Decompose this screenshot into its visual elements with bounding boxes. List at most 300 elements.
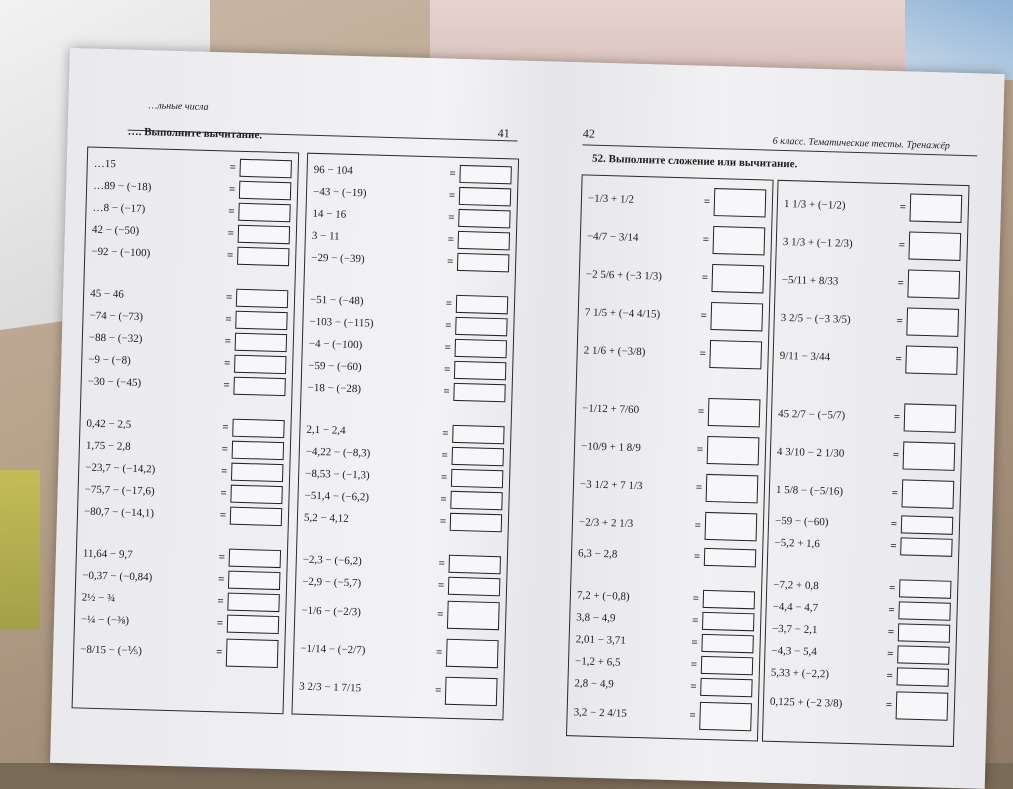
exercise-row bbox=[575, 651, 753, 676]
answer-box[interactable] bbox=[906, 307, 959, 336]
equals-sign: = bbox=[701, 271, 709, 284]
exercise-row bbox=[81, 610, 279, 636]
exercise-row bbox=[309, 312, 507, 338]
exercise-expression: −5,2 + 1,6 bbox=[774, 536, 821, 551]
answer-box[interactable] bbox=[904, 403, 957, 432]
right-column-2 bbox=[762, 180, 970, 747]
answer-box[interactable] bbox=[909, 194, 962, 223]
exercise-expression: −80,7 − (−14,1) bbox=[83, 505, 155, 520]
answer-box[interactable] bbox=[707, 436, 760, 465]
answer-box[interactable] bbox=[227, 615, 279, 634]
exercise-row bbox=[578, 543, 756, 568]
answer-box[interactable] bbox=[903, 441, 956, 470]
equals-sign: = bbox=[699, 347, 707, 360]
exercise-row bbox=[775, 473, 954, 512]
exercise-row bbox=[583, 333, 762, 372]
exercise-row bbox=[80, 632, 279, 672]
answer-box[interactable] bbox=[699, 702, 752, 731]
answer-box[interactable] bbox=[705, 512, 758, 541]
equals-sign: = bbox=[445, 319, 452, 332]
equals-sign: = bbox=[700, 309, 708, 322]
exercise-expression: −¼ − (−⅜) bbox=[80, 613, 130, 627]
exercise-expression: 45 2/7 − (−5/7) bbox=[777, 407, 846, 422]
equals-sign: = bbox=[890, 518, 898, 531]
answer-box[interactable] bbox=[445, 677, 498, 706]
equals-sign: = bbox=[443, 363, 451, 376]
exercise-row bbox=[305, 464, 503, 490]
exercise-row bbox=[575, 629, 753, 654]
exercise-expression: 5,33 + (−2,2) bbox=[770, 666, 830, 681]
exercise-row bbox=[782, 225, 961, 264]
answer-box[interactable] bbox=[231, 463, 283, 482]
equals-sign: = bbox=[434, 684, 442, 697]
background-yellow-object bbox=[0, 470, 40, 630]
workbook-spread bbox=[50, 48, 1005, 789]
equals-sign: = bbox=[694, 519, 702, 532]
exercise-expression: −0,37 − (−0,84) bbox=[82, 569, 153, 584]
equals-sign: = bbox=[893, 411, 901, 424]
exercise-expression: 7,2 + (−0,8) bbox=[576, 589, 630, 603]
exercise-row bbox=[306, 420, 504, 446]
equals-sign: = bbox=[437, 608, 444, 621]
exercise-row bbox=[313, 160, 511, 186]
exercise-row bbox=[92, 220, 290, 246]
answer-box[interactable] bbox=[238, 203, 290, 222]
exercise-expression: −8,53 − (−1,3) bbox=[305, 467, 370, 482]
exercise-expression: −4/7 − 3/14 bbox=[586, 230, 639, 244]
equals-sign: = bbox=[447, 233, 455, 246]
answer-box[interactable] bbox=[232, 441, 284, 460]
right-column-1 bbox=[566, 174, 774, 741]
exercise-expression: 2 1/6 + (−3/8) bbox=[583, 344, 646, 359]
equals-sign: = bbox=[220, 465, 228, 478]
exercise-expression: 2½ − ¾ bbox=[81, 591, 116, 605]
exercise-row bbox=[93, 176, 291, 202]
exercise-row bbox=[88, 350, 286, 376]
exercise-row bbox=[82, 566, 280, 592]
answer-box[interactable] bbox=[237, 247, 289, 266]
answer-box[interactable] bbox=[239, 159, 291, 178]
exercise-row bbox=[308, 356, 506, 382]
left-section-header: …льные числа bbox=[148, 100, 209, 113]
equals-sign: = bbox=[222, 421, 229, 434]
right-page bbox=[573, 122, 993, 722]
exercise-row bbox=[83, 544, 281, 570]
exercise-expression: −92 − (−100) bbox=[91, 245, 151, 260]
exercise-row bbox=[307, 378, 505, 404]
equals-sign: = bbox=[224, 335, 232, 348]
exercise-row bbox=[92, 198, 290, 224]
equals-sign: = bbox=[227, 227, 235, 240]
exercise-expression: 1 1/3 + (−1/2) bbox=[783, 197, 846, 212]
answer-box[interactable] bbox=[703, 590, 755, 609]
exercise-expression: 11,64 − 9,7 bbox=[82, 547, 133, 561]
exercise-expression: 45 − 46 bbox=[89, 287, 125, 301]
exercise-expression: −29 − (−39) bbox=[311, 251, 365, 266]
exercise-row bbox=[778, 397, 957, 436]
left-column-2 bbox=[291, 153, 519, 721]
answer-box[interactable] bbox=[458, 231, 510, 250]
answer-box[interactable] bbox=[235, 333, 287, 352]
exercise-row bbox=[89, 306, 287, 332]
exercise-expression: −1/14 − (−2/7) bbox=[300, 642, 366, 657]
exercise-expression: 1 5/8 − (−5/16) bbox=[775, 483, 844, 498]
exercise-expression: −8/15 − (−⅕) bbox=[80, 643, 143, 657]
answer-box[interactable] bbox=[708, 398, 761, 427]
equals-sign: = bbox=[443, 385, 450, 398]
answer-box[interactable] bbox=[898, 623, 950, 642]
answer-box[interactable] bbox=[701, 634, 753, 653]
answer-box[interactable] bbox=[901, 515, 953, 534]
exercise-row bbox=[588, 182, 767, 221]
equals-sign: = bbox=[223, 379, 230, 392]
exercise-expression: −2 5/6 + (−3 1/3) bbox=[585, 268, 663, 283]
exercise-row bbox=[312, 204, 510, 230]
answer-box[interactable] bbox=[455, 317, 507, 336]
equals-sign: = bbox=[691, 636, 698, 649]
equals-sign: = bbox=[703, 195, 711, 208]
answer-box[interactable] bbox=[451, 469, 503, 488]
equals-sign: = bbox=[216, 617, 224, 630]
answer-box[interactable] bbox=[459, 187, 511, 206]
equals-sign: = bbox=[448, 211, 455, 224]
exercise-expression: −59 − (−60) bbox=[308, 359, 362, 374]
answer-box[interactable] bbox=[227, 593, 279, 612]
equals-sign: = bbox=[693, 550, 701, 563]
exercise-expression: 3 1/3 + (−1 2/3) bbox=[782, 235, 853, 250]
equals-sign: = bbox=[225, 291, 233, 304]
exercise-expression: −51,4 − (−6,2) bbox=[304, 489, 370, 504]
exercise-row bbox=[772, 597, 950, 622]
exercise-row bbox=[304, 486, 502, 512]
exercise-expression: −4,4 − 4,7 bbox=[772, 600, 819, 615]
exercise-expression: −43 − (−19) bbox=[312, 185, 367, 200]
answer-box[interactable] bbox=[896, 691, 949, 720]
exercise-expression: 14 − 16 bbox=[312, 207, 347, 221]
exercise-expression: −88 − (−32) bbox=[88, 331, 143, 346]
answer-box[interactable] bbox=[701, 656, 753, 675]
answer-box[interactable] bbox=[459, 165, 511, 184]
equals-sign: = bbox=[697, 405, 705, 418]
equals-sign: = bbox=[690, 658, 698, 671]
equals-sign: = bbox=[702, 233, 710, 246]
answer-box[interactable] bbox=[458, 209, 510, 228]
answer-box[interactable] bbox=[230, 507, 282, 526]
answer-box[interactable] bbox=[702, 612, 754, 631]
equals-sign: = bbox=[692, 592, 700, 605]
answer-box[interactable] bbox=[448, 577, 500, 596]
exercise-expression: 5,2 − 4,12 bbox=[303, 511, 349, 525]
exercise-expression: −30 − (−45) bbox=[87, 375, 142, 390]
exercise-row bbox=[86, 414, 284, 440]
exercise-expression: −3 1/2 + 7 1/3 bbox=[579, 478, 643, 493]
equals-sign: = bbox=[441, 449, 449, 462]
exercise-row bbox=[310, 290, 508, 316]
exercise-row bbox=[313, 182, 511, 208]
exercise-row bbox=[312, 226, 510, 252]
answer-box[interactable] bbox=[234, 355, 286, 374]
answer-box[interactable] bbox=[235, 311, 287, 330]
equals-sign: = bbox=[892, 449, 900, 462]
equals-sign: = bbox=[898, 239, 906, 252]
equals-sign: = bbox=[886, 670, 894, 683]
exercise-row bbox=[574, 673, 752, 698]
exercise-expression: 2,8 − 4,9 bbox=[574, 677, 614, 691]
answer-box[interactable] bbox=[908, 232, 961, 261]
answer-box[interactable] bbox=[711, 264, 764, 293]
exercise-row bbox=[577, 585, 755, 610]
exercise-row bbox=[783, 187, 962, 226]
exercise-row bbox=[576, 607, 754, 632]
exercise-row bbox=[89, 328, 287, 354]
answer-box[interactable] bbox=[447, 601, 500, 630]
exercise-row bbox=[780, 301, 959, 340]
equals-sign: = bbox=[690, 680, 697, 693]
equals-sign: = bbox=[696, 443, 704, 456]
equals-sign: = bbox=[228, 205, 235, 218]
answer-box[interactable] bbox=[709, 340, 762, 369]
equals-sign: = bbox=[890, 540, 897, 553]
exercise-row bbox=[586, 220, 765, 259]
equals-sign: = bbox=[691, 614, 699, 627]
exercise-expression: −4 − (−100) bbox=[308, 337, 363, 352]
right-section-header: 6 класс. Тематические тесты. Тренажёр bbox=[772, 135, 951, 152]
exercise-expression: −18 − (−28) bbox=[307, 381, 362, 396]
exercise-expression: 9/11 − 3/44 bbox=[779, 349, 831, 364]
exercise-row bbox=[773, 575, 951, 600]
answer-box[interactable] bbox=[455, 339, 507, 358]
equals-sign: = bbox=[215, 646, 223, 659]
equals-sign: = bbox=[885, 699, 893, 712]
answer-box[interactable] bbox=[450, 513, 502, 532]
equals-sign: = bbox=[217, 573, 225, 586]
exercise-row bbox=[777, 435, 956, 474]
exercise-expression: −74 − (−73) bbox=[89, 309, 144, 324]
exercise-row bbox=[585, 257, 764, 296]
exercise-row bbox=[91, 242, 289, 268]
equals-sign: = bbox=[218, 551, 226, 564]
exercise-row bbox=[84, 480, 282, 506]
answer-box[interactable] bbox=[706, 474, 759, 503]
left-column-1 bbox=[72, 147, 300, 715]
exercise-row bbox=[771, 663, 949, 688]
answer-box[interactable] bbox=[704, 548, 756, 567]
exercise-row bbox=[299, 670, 498, 710]
equals-sign: = bbox=[223, 357, 231, 370]
equals-sign: = bbox=[689, 709, 696, 722]
exercise-expression: …8 − (−17) bbox=[92, 201, 146, 216]
exercise-expression: …15 bbox=[93, 157, 116, 171]
exercise-row bbox=[306, 442, 504, 468]
answer-box[interactable] bbox=[897, 645, 949, 664]
exercise-row bbox=[770, 685, 949, 724]
equals-sign: = bbox=[435, 646, 443, 659]
exercise-row bbox=[771, 641, 949, 666]
equals-sign: = bbox=[888, 604, 895, 617]
exercise-row bbox=[86, 436, 284, 462]
answer-box[interactable] bbox=[226, 639, 279, 668]
answer-box[interactable] bbox=[456, 295, 508, 314]
answer-box[interactable] bbox=[228, 571, 280, 590]
exercise-row bbox=[573, 695, 752, 734]
exercise-expression: 3,2 − 2 4/15 bbox=[573, 706, 628, 720]
answer-box[interactable] bbox=[907, 269, 960, 298]
equals-sign: = bbox=[219, 509, 227, 522]
answer-box[interactable] bbox=[454, 361, 506, 380]
equals-sign: = bbox=[449, 167, 456, 180]
answer-box[interactable] bbox=[446, 639, 499, 668]
answer-box[interactable] bbox=[898, 601, 950, 620]
equals-sign: = bbox=[226, 249, 234, 262]
equals-sign: = bbox=[228, 183, 236, 196]
exercise-expression: −1/3 + 1/2 bbox=[587, 192, 635, 206]
exercise-expression: −103 − (−115) bbox=[309, 315, 374, 330]
exercise-expression: 4 3/10 − 2 1/30 bbox=[776, 445, 845, 460]
left-page-number: 41 bbox=[497, 125, 510, 141]
exercise-expression: 6,3 − 2,8 bbox=[577, 547, 618, 561]
equals-sign: = bbox=[446, 255, 454, 268]
exercise-expression: 3 − 11 bbox=[311, 229, 340, 243]
exercise-expression: 3,8 − 4,9 bbox=[576, 611, 616, 625]
exercise-row bbox=[90, 284, 288, 310]
answer-box[interactable] bbox=[450, 491, 502, 510]
exercise-expression: −23,7 − (−14,2) bbox=[85, 461, 156, 476]
answer-box[interactable] bbox=[710, 302, 763, 331]
answer-box[interactable] bbox=[453, 383, 505, 402]
right-task-title: 52. Выполните сложение или вычитание. bbox=[591, 152, 798, 171]
exercise-expression: −2/3 + 2 1/3 bbox=[578, 516, 634, 530]
answer-box[interactable] bbox=[448, 555, 500, 574]
equals-sign: = bbox=[897, 277, 905, 290]
equals-sign: = bbox=[438, 557, 446, 570]
exercise-row bbox=[309, 334, 507, 360]
exercise-expression: −3,7 − 2,1 bbox=[771, 622, 818, 637]
answer-box[interactable] bbox=[452, 425, 504, 444]
exercise-expression: −1/6 − (−2/3) bbox=[301, 604, 362, 619]
answer-box[interactable] bbox=[899, 579, 951, 598]
exercise-row bbox=[581, 429, 760, 468]
equals-sign: = bbox=[221, 443, 229, 456]
exercise-expression: −9 − (−8) bbox=[88, 353, 131, 367]
exercise-expression: −7,2 + 0,8 bbox=[773, 578, 819, 593]
equals-sign: = bbox=[887, 626, 895, 639]
exercise-row bbox=[774, 533, 952, 558]
equals-sign: = bbox=[442, 427, 449, 440]
answer-box[interactable] bbox=[712, 226, 765, 255]
answer-box[interactable] bbox=[905, 345, 958, 374]
answer-box[interactable] bbox=[230, 485, 282, 504]
exercise-expression: 2,1 − 2,4 bbox=[306, 423, 346, 437]
exercise-expression: 96 − 104 bbox=[313, 163, 354, 177]
exercise-row bbox=[311, 248, 509, 274]
equals-sign: = bbox=[895, 353, 902, 366]
exercise-expression: 7 1/5 + (−4 4/15) bbox=[584, 306, 661, 321]
exercise-row bbox=[304, 508, 502, 534]
equals-sign: = bbox=[217, 595, 224, 608]
right-page-number: 42 bbox=[582, 126, 596, 141]
exercise-row bbox=[93, 154, 291, 180]
exercise-expression: −2,3 − (−6,2) bbox=[302, 553, 362, 568]
exercise-row bbox=[303, 550, 501, 576]
answer-box[interactable] bbox=[238, 225, 290, 244]
exercise-expression: −1/12 + 7/60 bbox=[581, 402, 640, 417]
exercise-expression: 3 2/5 − (−3 3/5) bbox=[780, 311, 851, 326]
answer-box[interactable] bbox=[452, 447, 504, 466]
exercise-expression: −75,7 − (−17,6) bbox=[84, 483, 155, 498]
exercise-row bbox=[300, 632, 499, 672]
answer-box[interactable] bbox=[901, 479, 954, 508]
exercise-row bbox=[84, 502, 282, 528]
exercise-expression: −51 − (−48) bbox=[309, 293, 364, 308]
exercise-expression: −4,22 − (−8,3) bbox=[305, 445, 371, 460]
equals-sign: = bbox=[444, 341, 452, 354]
answer-box[interactable] bbox=[700, 678, 752, 697]
answer-box[interactable] bbox=[900, 537, 952, 556]
equals-sign: = bbox=[695, 481, 703, 494]
exercise-expression: 0,125 + (−2 3/8) bbox=[769, 695, 843, 710]
exercise-expression: −4,3 − 5,4 bbox=[771, 644, 818, 659]
exercise-row bbox=[772, 619, 950, 644]
exercise-expression: 0,42 − 2,5 bbox=[86, 417, 132, 431]
left-page bbox=[80, 89, 529, 697]
exercise-row bbox=[578, 505, 757, 544]
exercise-expression: 1,75 − 2,8 bbox=[85, 439, 131, 453]
answer-box[interactable] bbox=[897, 667, 949, 686]
exercise-expression: −5/11 + 8/33 bbox=[781, 273, 839, 288]
exercise-row bbox=[781, 263, 960, 302]
equals-sign: = bbox=[887, 648, 894, 661]
exercise-row bbox=[302, 572, 500, 598]
exercise-expression: −1,2 + 6,5 bbox=[574, 655, 621, 669]
exercise-expression: 3 2/3 − 1 7/15 bbox=[299, 680, 362, 695]
answer-box[interactable] bbox=[236, 289, 288, 308]
exercise-row bbox=[87, 372, 285, 398]
exercise-expression: 42 − (−50) bbox=[91, 223, 140, 237]
answer-box[interactable] bbox=[714, 188, 767, 217]
equals-sign: = bbox=[440, 471, 448, 484]
answer-box[interactable] bbox=[457, 253, 509, 272]
equals-sign: = bbox=[888, 582, 896, 595]
equals-sign: = bbox=[439, 515, 447, 528]
background-blue-object bbox=[905, 0, 1013, 80]
left-task-title: …. Выполните вычитание. bbox=[127, 125, 263, 142]
equals-sign: = bbox=[220, 487, 227, 500]
exercise-row bbox=[775, 511, 953, 536]
equals-sign: = bbox=[437, 579, 445, 592]
equals-sign: = bbox=[899, 201, 907, 214]
exercise-expression: …89 − (−18) bbox=[92, 179, 152, 194]
equals-sign: = bbox=[440, 493, 447, 506]
exercise-expression: 2,01 − 3,71 bbox=[575, 633, 627, 647]
exercise-row bbox=[584, 295, 763, 334]
answer-box[interactable] bbox=[233, 377, 285, 396]
exercise-row bbox=[580, 467, 759, 506]
equals-sign: = bbox=[891, 487, 899, 500]
exercise-row bbox=[779, 339, 958, 378]
exercise-expression: −59 − (−60) bbox=[774, 514, 829, 529]
exercise-row bbox=[582, 391, 761, 430]
equals-sign: = bbox=[225, 313, 232, 326]
equals-sign: = bbox=[896, 315, 904, 328]
exercise-row bbox=[301, 594, 500, 634]
exercise-expression: −2,9 − (−5,7) bbox=[302, 575, 362, 590]
equals-sign: = bbox=[448, 189, 456, 202]
exercise-expression: −10/9 + 1 8/9 bbox=[580, 440, 642, 455]
answer-box[interactable] bbox=[232, 419, 284, 438]
answer-box[interactable] bbox=[229, 549, 281, 568]
equals-sign: = bbox=[229, 161, 237, 174]
answer-box[interactable] bbox=[239, 181, 291, 200]
